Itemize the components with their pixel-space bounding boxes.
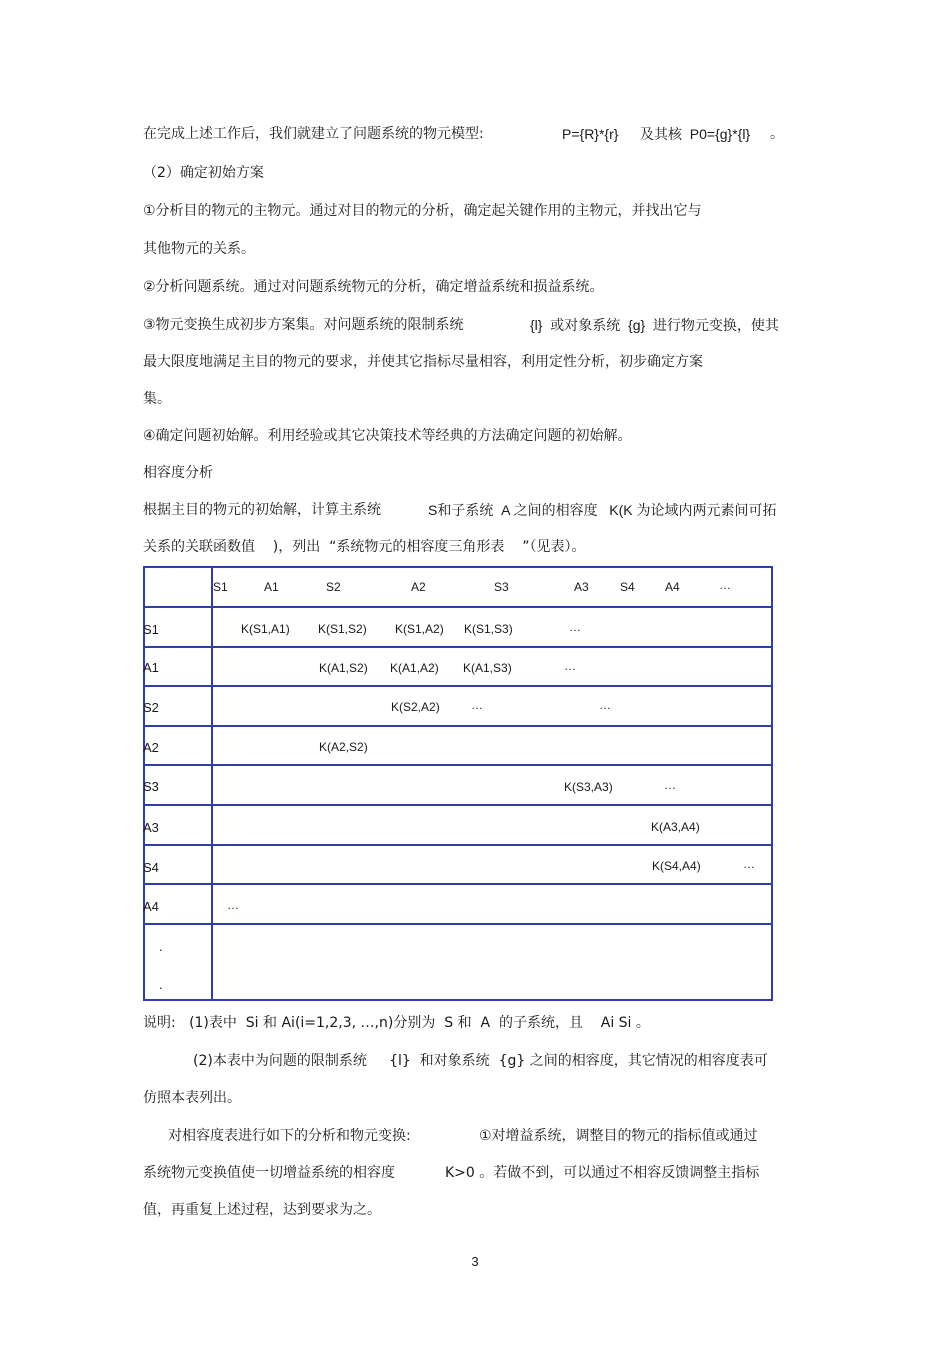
header-cell: A1	[264, 580, 279, 594]
table-cell: K(S2,A2)	[391, 700, 440, 714]
header-cell: A3	[574, 580, 589, 594]
row-label: .	[159, 939, 163, 954]
step3-line2: 最大限度地满足主目的物元的要求，并使其它指标尽量相容，利用定性分析，初步确定方案	[143, 354, 703, 370]
header-cell: S1	[213, 580, 228, 594]
note-2: (2)本表中为问题的限制系统 {l} 和对象系统 {g} 之间的相容度，其它情况的相容度表可	[193, 1053, 768, 1069]
table-divider	[211, 566, 213, 1001]
closing-line3: 值，再重复上述过程，达到要求为之。	[143, 1202, 381, 1218]
closing-line1b: ①对增益系统，调整目的物元的指标值或通过	[479, 1128, 758, 1144]
row-line	[143, 923, 773, 925]
analysis-line2: 关系的关联函数值 )，列出 “系统物元的相容度三角形表 ”（见表）。	[143, 539, 586, 555]
model-formula: P={R}*{r}	[562, 126, 619, 142]
row-label: A3	[143, 820, 159, 835]
row-line	[143, 606, 773, 608]
step1-line1: ①分析目的物元的主物元。通过对目的物元的分析，确定起关键作用的主物元，并找出它与	[143, 203, 702, 219]
row-label: S4	[143, 860, 159, 875]
row-label: S1	[143, 622, 159, 637]
closing-line1a: 对相容度表进行如下的分析和物元变换:	[168, 1128, 411, 1144]
table-cell: K(S1,A2)	[395, 622, 444, 636]
row-label: A4	[143, 899, 159, 914]
header-cell: …	[719, 578, 731, 592]
row-label: S2	[143, 700, 159, 715]
header-cell: S2	[326, 580, 341, 594]
row-line	[143, 764, 773, 766]
row-line	[143, 646, 773, 648]
row-label: S3	[143, 779, 159, 794]
analysis-line1a: 根据主目的物元的初始解，计算主系统	[143, 502, 381, 518]
compatibility-table	[143, 566, 773, 1001]
period: 。	[770, 126, 784, 142]
table-cell: K(A1,A2)	[390, 661, 439, 675]
header-cell: S3	[494, 580, 509, 594]
row-label: A1	[143, 660, 159, 675]
header-cell: S4	[620, 580, 635, 594]
step1-line2: 其他物元的关系。	[143, 241, 255, 257]
step2: ②分析问题系统。通过对问题系统物元的分析，确定增益系统和损益系统。	[143, 279, 604, 295]
table-cell: K(A2,S2)	[319, 740, 368, 754]
table-cell: K(S3,A3)	[564, 780, 613, 794]
page-number: 3	[471, 1254, 479, 1269]
table-cell: K(S1,S3)	[464, 622, 513, 636]
closing-line2a: 系统物元变换值使一切增益系统的相容度	[143, 1165, 395, 1181]
header-cell: A4	[665, 580, 680, 594]
row-line	[143, 725, 773, 727]
table-cell: K(S1,A1)	[241, 622, 290, 636]
step3-line1b: {l} 或对象系统 {g} 进行物元变换，使其	[530, 317, 779, 333]
table-cell: …	[227, 898, 239, 912]
table-cell: …	[569, 620, 581, 634]
table-cell: K(S1,S2)	[318, 622, 367, 636]
row-label: A2	[143, 740, 159, 755]
closing-line2b: K>0 。若做不到，可以通过不相容反馈调整主指标	[445, 1165, 760, 1181]
analysis-line1b: S和子系统 A 之间的相容度 K(K 为论域内两元素间可拓	[428, 502, 777, 518]
row-line	[143, 844, 773, 846]
header-cell: A2	[411, 580, 426, 594]
table-cell: K(A1,S3)	[463, 661, 512, 675]
row-label: .	[159, 977, 163, 992]
step3-line1a: ③物元变换生成初步方案集。对问题系统的限制系统	[143, 317, 464, 333]
table-cell: …	[599, 698, 611, 712]
step4: ④确定问题初始解。利用经验或其它决策技术等经典的方法确定问题的初始解。	[143, 428, 632, 444]
note-3: 仿照本表列出。	[143, 1090, 241, 1106]
section-heading: （2）确定初始方案	[143, 165, 264, 181]
row-line	[143, 685, 773, 687]
kernel-formula: 及其核 P0={g}*{l}	[640, 126, 751, 142]
table-cell: K(A1,S2)	[319, 661, 368, 675]
step3-line3: 集。	[143, 391, 171, 407]
table-cell: …	[743, 857, 755, 871]
note-1: 说明: (1)表中 Si 和 Ai(i=1,2,3, …,n)分别为 S 和 A 的子系统，且 Ai Si 。	[143, 1015, 650, 1031]
row-line	[143, 804, 773, 806]
row-line	[143, 883, 773, 885]
table-cell: K(A3,A4)	[651, 820, 700, 834]
subheading-compatibility: 相容度分析	[143, 465, 213, 481]
model-text: 在完成上述工作后，我们就建立了问题系统的物元模型:	[143, 126, 484, 142]
table-cell: …	[564, 659, 576, 673]
model-sentence	[143, 124, 484, 144]
table-cell: …	[471, 698, 483, 712]
table-frame	[143, 566, 773, 1001]
table-cell: K(S4,A4)	[652, 859, 701, 873]
table-cell: …	[664, 778, 676, 792]
